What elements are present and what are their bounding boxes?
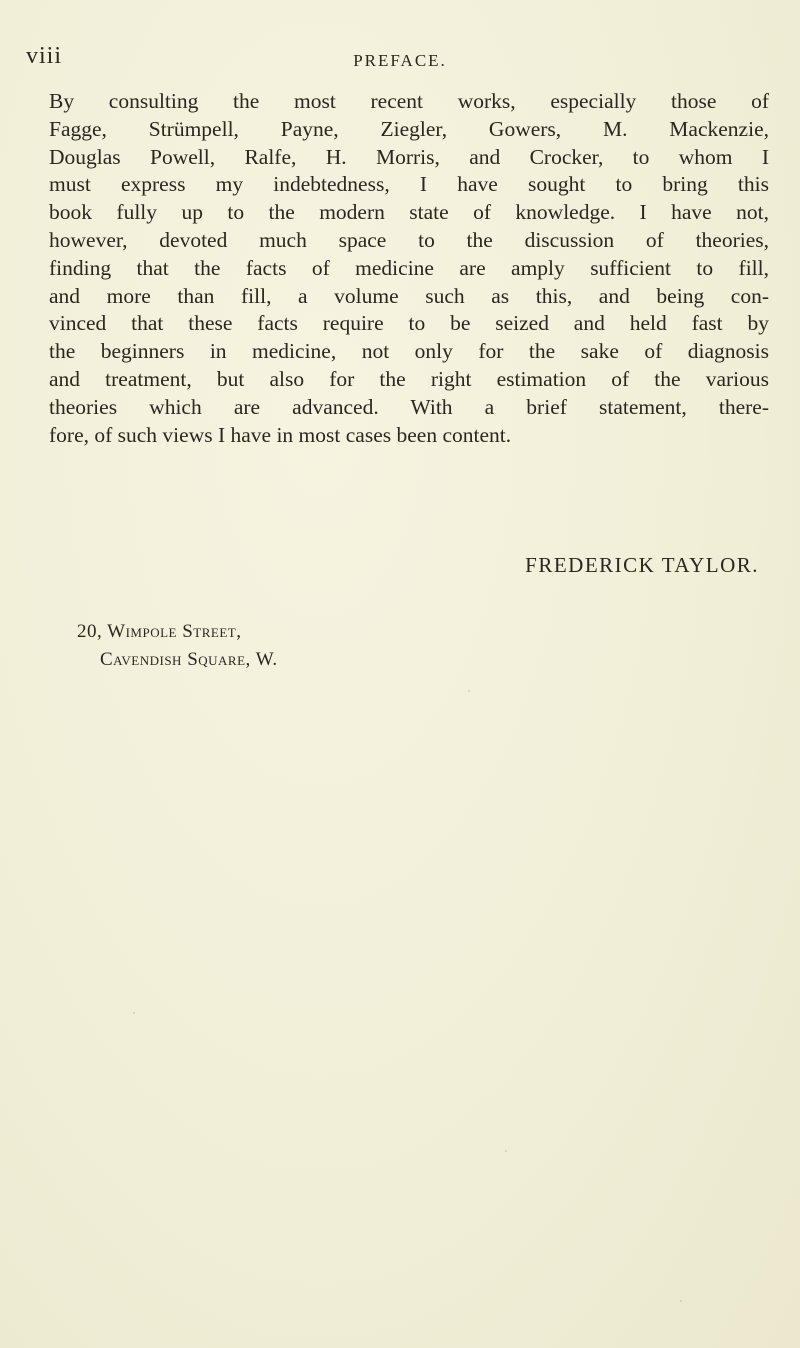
author-signature: FREDERICK TAYLOR. <box>525 553 759 577</box>
address-line-street: 20, Wimpole Street, <box>77 621 242 642</box>
paragraph-line: must express my indebtedness, I have sought to bring this <box>49 172 769 197</box>
author-address <box>77 618 278 674</box>
paragraph-line: theories which are advanced. With a brief statement, there- <box>49 394 769 419</box>
paragraph-line: however, devoted much space to the discussion of theories, <box>49 227 769 252</box>
paragraph-line: the beginners in medicine, not only for the sake of diagnosis <box>49 339 769 364</box>
paper-speck <box>133 1012 135 1014</box>
paragraph-line: By consulting the most recent works, especially those of <box>49 89 769 113</box>
paragraph-line: finding that the facts of medicine are amply sufficient to fill, <box>49 255 769 280</box>
paragraph-line: Douglas Powell, Ralfe, H. Morris, and Crocker, to whom I <box>49 144 769 169</box>
paragraph-line: fore, of such views I have in most cases been content. <box>49 422 512 447</box>
paragraph-line: and more than fill, a volume such as this, and being con- <box>49 283 769 308</box>
address-line-square: Cavendish Square, W. <box>100 649 278 670</box>
page-number: viii <box>26 43 63 69</box>
paragraph-line: vinced that these facts require to be seized and held fast by <box>49 311 769 336</box>
preface-paragraph <box>49 88 769 449</box>
running-head: PREFACE. <box>353 51 447 70</box>
paper-speck <box>468 690 470 692</box>
paper-speck <box>680 1300 682 1302</box>
paragraph-line: and treatment, but also for the right estimation of the various <box>49 366 769 391</box>
paper-speck <box>505 1150 507 1152</box>
paragraph-line: Fagge, Strümpell, Payne, Ziegler, Gowers, M. Mackenzie, <box>49 116 769 141</box>
paragraph-line: book fully up to the modern state of knowledge. I have not, <box>49 200 769 225</box>
